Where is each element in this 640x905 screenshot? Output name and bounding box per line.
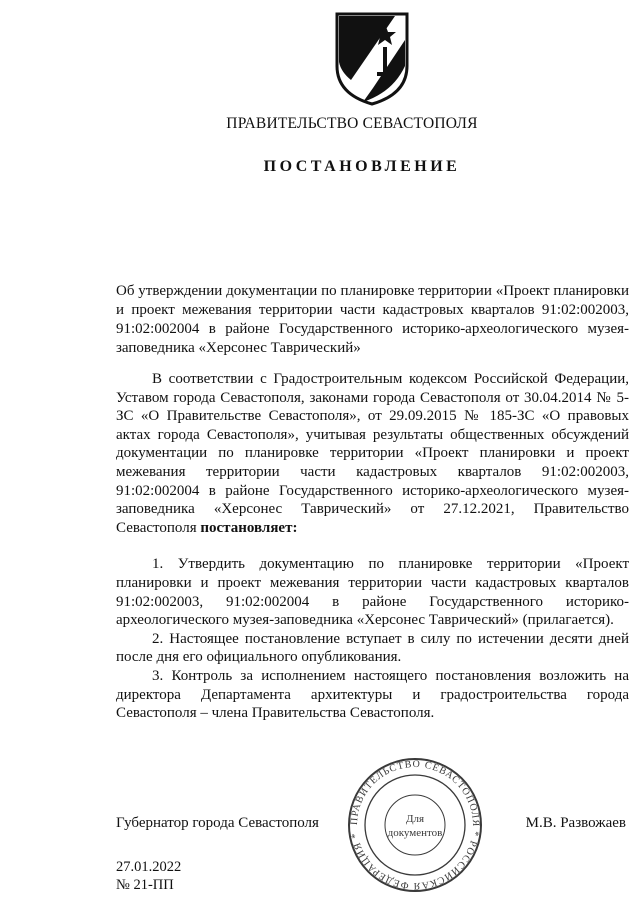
list-item-2: 2. Настоящее постановление вступает в силу по истечении десяти дней после дня его официального опубликования.: [116, 630, 629, 666]
stamp-center-line-1: Для: [405, 813, 425, 825]
document-type-heading: ПОСТАНОВЛЕНИЕ: [263, 158, 461, 175]
document-body: [116, 370, 629, 723]
official-stamp: [345, 755, 485, 895]
stamp-ring-text: ПРАВИТЕЛЬСТВО СЕВАСТОПОЛЯ * РОССИЙСКАЯ ФЕДЕРАЦИЯ *: [348, 758, 482, 892]
organization-title: ПРАВИТЕЛЬСТВО СЕВАСТОПОЛЯ: [226, 115, 478, 132]
preamble-text: В соответствии с Градостроительным кодексом Российской Федерации, Уставом города Севастополя, законами города Севастополя от 30.04.2014 № 5-ЗС «О Правительстве Севастополя», от 29.09.2015 № 185-ЗС «О правовых актах города Севастополя», учитывая результаты общественных обсуждений документации по планировке территории «Проект планировки и проект межевания территории части кадастровых кварталов 91:02:002003, 91:02:002004 в районе Государственного историко-археологического музея-заповедника «Херсонес Таврический» от 27.12.2021, Правительство Севастополя: [116, 371, 629, 536]
sevastopol-coat-of-arms-icon: [333, 10, 411, 106]
document-footer: [116, 858, 181, 894]
document-date: 27.01.2022: [116, 859, 182, 875]
signatory-name: М.В. Развожаев: [525, 815, 626, 831]
list-item-1: 1. Утвердить документацию по планировке территории «Проект планировки и проект межевания территории части кадастровых кварталов 91:02:002003, 91:02:002004 в районе Государственного историко-археологического музея-заповедника «Херсонес Таврический» (прилагается).: [116, 556, 629, 629]
document-subject: Об утверждении документации по планировке территории «Проект планировки и проект межевания территории части кадастровых кварталов 91:02:002003, 91:02:002004 в районе Государственного историко-археологического музея-заповедника «Херсонес Таврический»: [116, 283, 629, 356]
list-item-3: 3. Контроль за исполнением настоящего постановления возложить на директора Департамента архитектуры и градостроительства города Севастополя – члена Правительства Севастополя.: [116, 667, 629, 722]
decree-word: постановляет:: [200, 519, 298, 536]
document-number: № 21-ПП: [116, 877, 174, 893]
preamble-paragraph: [116, 370, 629, 537]
stamp-center-line-2: документов: [387, 827, 443, 839]
signatory-title: Губернатор города Севастополя: [116, 815, 319, 831]
